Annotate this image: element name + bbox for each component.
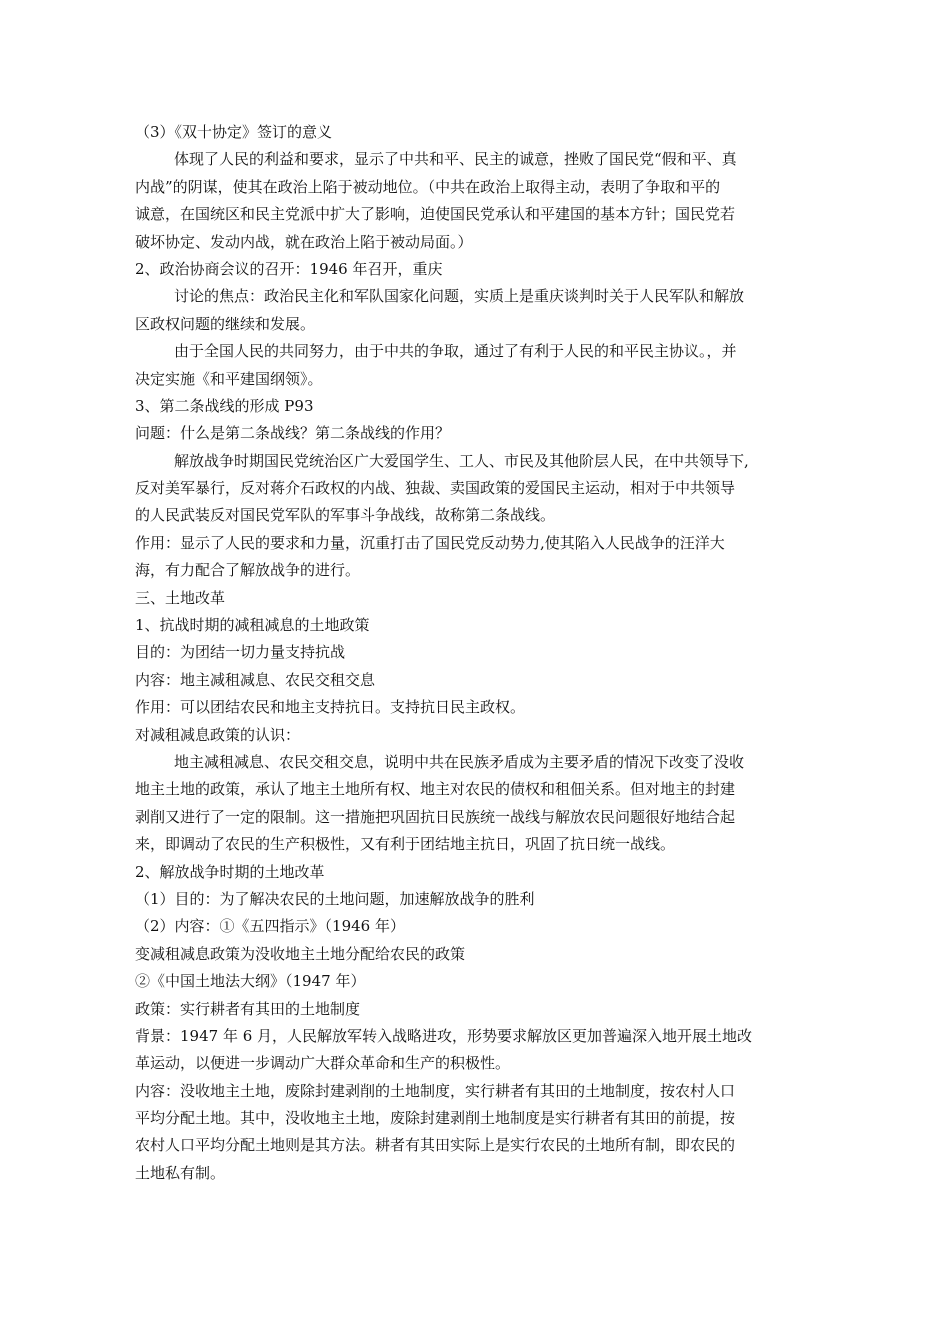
text-line: 剥削又进行了一定的限制。这一措施把巩固抗日民族统一战线与解放农民问题很好地结合起: [135, 807, 736, 826]
text-line: （3）《双十协定》签订的意义: [135, 123, 333, 141]
text-line: 的人民武装反对国民党军队的军事斗争战线，故称第二条战线。: [135, 506, 556, 525]
text-line: ②《中国土地法大纲》（1947 年）: [135, 972, 366, 991]
text-line: 诚意，在国统区和民主党派中扩大了影响，迫使国民党承认和平建国的基本方针；国民党若: [135, 205, 736, 224]
text-line: 农村人口平均分配土地则是其方法。耕者有其田实际上是实行农民的土地所有制，即农民的: [135, 1136, 736, 1155]
text-line: 区政权问题的继续和发展。: [135, 314, 316, 333]
text-line: 三、土地改革: [135, 588, 226, 607]
text-line: 2、政治协商会议的召开：1946 年召开，重庆: [135, 259, 443, 278]
document-page: [135, 119, 807, 1187]
text-line: 平均分配土地。其中，没收地主土地，废除封建剥削土地制度是实行耕者有其田的前提，按: [135, 1109, 736, 1128]
text-line: 反对美军暴行，反对蒋介石政权的内战、独裁、卖国政策的爱国民主运动，相对于中共领导: [135, 479, 736, 498]
text-line: 作用：可以团结农民和地主支持抗日。支持抗日民主政权。: [135, 698, 526, 717]
text-line: 对减租减息政策的认识：: [135, 725, 301, 744]
text-line: 目的：为团结一切力量支持抗战: [135, 643, 346, 662]
text-line: 来，即调动了农民的生产积极性，又有利于团结地主抗日，巩固了抗日统一战线。: [135, 835, 676, 854]
text-line: 内容：地主减租减息、农民交租交息: [135, 670, 376, 689]
text-line: 内容：没收地主土地，废除封建剥削的土地制度，实行耕者有其田的土地制度，按农村人口: [135, 1081, 736, 1100]
text-line: 讨论的焦点：政治民主化和军队国家化问题，实质上是重庆谈判时关于人民军队和解放: [174, 287, 745, 306]
text-line: 背景：1947 年 6 月，人民解放军转入战略进攻，形势要求解放区更加普遍深入地开展土地改: [135, 1026, 753, 1045]
text-line: 1、抗战时期的减租减息的土地政策: [135, 616, 370, 635]
text-line: 海，有力配合了解放战争的进行。: [135, 561, 361, 580]
text-line: 变减租减息政策为没收地主土地分配给农民的政策: [135, 944, 466, 963]
text-line: 2、解放战争时期的土地改革: [135, 862, 325, 881]
text-line: 作用：显示了人民的要求和力量，沉重打击了国民党反动势力,使其陷入人民战争的汪洋大: [135, 533, 725, 552]
text-line: 政策：实行耕者有其田的土地制度: [135, 999, 361, 1018]
text-line: 体现了人民的利益和要求，显示了中共和平、民主的诚意，挫败了国民党“假和平、真: [174, 150, 737, 169]
text-line: 3、第二条战线的形成 P93: [135, 396, 314, 415]
text-line: 问题：什么是第二条战线？第二条战线的作用？: [135, 424, 451, 443]
text-line: 决定实施《和平建国纲领》。: [135, 369, 323, 388]
text-line: （1）目的：为了解决农民的土地问题，加速解放战争的胜利: [135, 889, 535, 908]
text-line: 破坏协定、发动内战，就在政治上陷于被动局面。）: [135, 232, 473, 251]
text-line: 解放战争时期国民党统治区广大爱国学生、工人、市民及其他阶层人民，在中共领导下,: [174, 451, 749, 470]
text-line: 内战”的阴谋，使其在政治上陷于被动地位。（中共在政治上取得主动，表明了争取和平的: [135, 177, 721, 196]
text-line: 地主土地的政策，承认了地主土地所有权、地主对农民的债权和租佃关系。但对地主的封建: [135, 780, 736, 799]
text-line: 由于全国人民的共同努力，由于中共的争取，通过了有利于人民的和平民主协议。，并: [174, 342, 737, 361]
text-line: 土地私有制。: [135, 1163, 226, 1182]
text-line: 地主减租减息、农民交租交息，说明中共在民族矛盾成为主要矛盾的情况下改变了没收: [174, 752, 745, 771]
text-line: 革运动，以便进一步调动广大群众革命和生产的积极性。: [135, 1054, 511, 1073]
text-line: （2）内容：①《五四指示》（1946 年）: [135, 917, 405, 936]
